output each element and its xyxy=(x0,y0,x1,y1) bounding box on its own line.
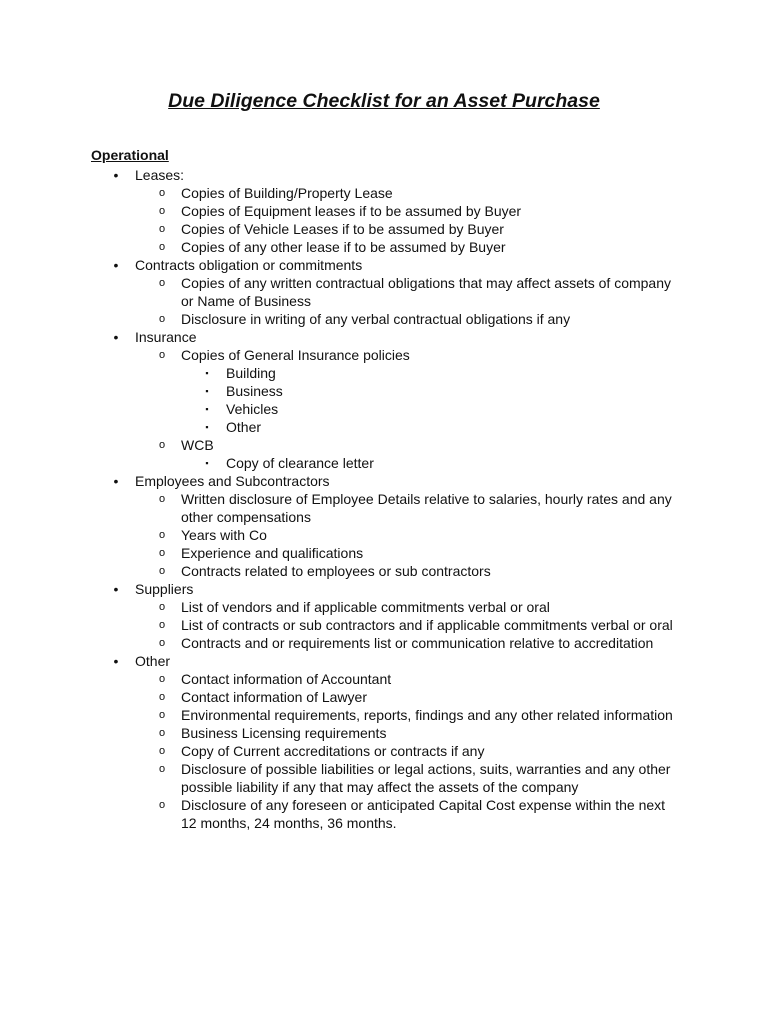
checklist-item xyxy=(0,652,768,670)
checklist-subitem xyxy=(0,310,768,328)
checklist-subsubitem-label: Business xyxy=(226,383,283,399)
checklist-item-label: Other xyxy=(135,653,171,669)
square-bullet-icon: ▪ xyxy=(205,458,209,468)
circle-bullet-icon: o xyxy=(158,745,166,757)
circle-bullet-icon: o xyxy=(158,313,166,325)
circle-bullet-icon: o xyxy=(158,529,166,541)
checklist-item xyxy=(0,166,768,184)
checklist-subitem-label: Contracts and or requirements list or communication relative to accreditation xyxy=(181,635,654,651)
checklist-item-label: Employees and Subcontractors xyxy=(135,473,330,489)
checklist-subitem-label: Copies of Vehicle Leases if to be assumed by Buyer xyxy=(181,221,504,237)
checklist-subitem-label: List of contracts or sub contractors and if applicable commitments verbal or oral xyxy=(181,617,673,633)
checklist-subitem xyxy=(0,184,768,202)
checklist-subitem xyxy=(0,490,768,526)
checklist-subitem-label: Business Licensing requirements xyxy=(181,725,387,741)
circle-bullet-icon: o xyxy=(158,439,166,451)
circle-bullet-icon: o xyxy=(158,547,166,559)
checklist-item xyxy=(0,256,768,274)
checklist xyxy=(0,166,768,832)
checklist-subitem-label: Copy of Current accreditations or contracts if any xyxy=(181,743,485,759)
checklist-item xyxy=(0,472,768,490)
circle-bullet-icon: o xyxy=(158,565,166,577)
checklist-item xyxy=(0,580,768,598)
checklist-subitem-label: Copies of any other lease if to be assumed by Buyer xyxy=(181,239,506,255)
circle-bullet-icon: o xyxy=(158,727,166,739)
checklist-subitem xyxy=(0,616,768,634)
checklist-subitem xyxy=(0,238,768,256)
circle-bullet-icon: o xyxy=(158,799,166,811)
square-bullet-icon: ▪ xyxy=(205,404,209,414)
square-bullet-icon: ▪ xyxy=(205,422,209,432)
checklist-item-label: Contracts obligation or commitments xyxy=(135,257,363,273)
circle-bullet-icon: o xyxy=(158,205,166,217)
section-heading-operational: Operational xyxy=(91,147,169,163)
circle-bullet-icon: o xyxy=(158,763,166,775)
checklist-subsubitem xyxy=(0,418,768,436)
bullet-icon: • xyxy=(113,329,119,345)
circle-bullet-icon: o xyxy=(158,673,166,685)
checklist-subitem-label: WCB xyxy=(181,437,214,453)
checklist-subsubitem-label: Vehicles xyxy=(226,401,279,417)
checklist-subitem xyxy=(0,706,768,724)
bullet-icon: • xyxy=(113,653,119,669)
checklist-subitem xyxy=(0,202,768,220)
circle-bullet-icon: o xyxy=(158,601,166,613)
checklist-item-label: Leases: xyxy=(135,167,185,183)
circle-bullet-icon: o xyxy=(158,709,166,721)
circle-bullet-icon: o xyxy=(158,493,166,505)
checklist-subsubitem-label: Building xyxy=(226,365,276,381)
circle-bullet-icon: o xyxy=(158,619,166,631)
checklist-subitem-label: Copies of Building/Property Lease xyxy=(181,185,393,201)
checklist-subitem xyxy=(0,544,768,562)
checklist-subitem-label: Copies of General Insurance policies xyxy=(181,347,410,363)
checklist-subitem xyxy=(0,634,768,652)
checklist-subsubitem-label: Other xyxy=(226,419,262,435)
checklist-subitem-label: Contact information of Accountant xyxy=(181,671,392,687)
bullet-icon: • xyxy=(113,473,119,489)
circle-bullet-icon: o xyxy=(158,691,166,703)
checklist-subitem-label: List of vendors and if applicable commitments verbal or oral xyxy=(181,599,550,615)
checklist-subitem-label: Copies of any written contractual obligations that may affect assets of company or Name of Business xyxy=(181,275,671,309)
checklist-subitem xyxy=(0,436,768,454)
checklist-subitem xyxy=(0,742,768,760)
bullet-icon: • xyxy=(113,257,119,273)
checklist-subitem-label: Copies of Equipment leases if to be assumed by Buyer xyxy=(181,203,522,219)
circle-bullet-icon: o xyxy=(158,223,166,235)
circle-bullet-icon: o xyxy=(158,637,166,649)
circle-bullet-icon: o xyxy=(158,277,166,289)
checklist-subitem-label: Environmental requirements, reports, findings and any other related information xyxy=(181,707,673,723)
circle-bullet-icon: o xyxy=(158,241,166,253)
checklist-subitem-label: Contact information of Lawyer xyxy=(181,689,367,705)
checklist-subsubitem-label: Copy of clearance letter xyxy=(226,455,374,471)
checklist-subsubitem xyxy=(0,382,768,400)
checklist-subitem xyxy=(0,724,768,742)
bullet-icon: • xyxy=(113,167,119,183)
checklist-subitem xyxy=(0,526,768,544)
checklist-subitem xyxy=(0,796,768,832)
checklist-subsubitem xyxy=(0,364,768,382)
square-bullet-icon: ▪ xyxy=(205,386,209,396)
checklist-subsubitem xyxy=(0,454,768,472)
checklist-subitem-label: Years with Co xyxy=(181,527,267,543)
checklist-subitem xyxy=(0,760,768,796)
square-bullet-icon: ▪ xyxy=(205,368,209,378)
checklist-subitem-label: Disclosure of possible liabilities or legal actions, suits, warranties and any other possible liability if any that may affect the assets of the company xyxy=(181,761,671,795)
checklist-subitem xyxy=(0,670,768,688)
checklist-item-label: Suppliers xyxy=(135,581,194,597)
checklist-subitem xyxy=(0,220,768,238)
checklist-subitem-label: Experience and qualifications xyxy=(181,545,364,561)
circle-bullet-icon: o xyxy=(158,349,166,361)
checklist-subitem xyxy=(0,346,768,364)
checklist-subitem xyxy=(0,598,768,616)
checklist-item-label: Insurance xyxy=(135,329,197,345)
checklist-subitem-label: Disclosure of any foreseen or anticipated Capital Cost expense within the next 12 months, 24 months, 36 months. xyxy=(181,797,666,831)
checklist-subitem xyxy=(0,688,768,706)
checklist-subitem-label: Contracts related to employees or sub contractors xyxy=(181,563,491,579)
checklist-subitem-label: Disclosure in writing of any verbal contractual obligations if any xyxy=(181,311,571,327)
checklist-subitem xyxy=(0,562,768,580)
bullet-icon: • xyxy=(113,581,119,597)
checklist-subsubitem xyxy=(0,400,768,418)
checklist-subitem-label: Written disclosure of Employee Details relative to salaries, hourly rates and any other compensations xyxy=(181,491,672,525)
checklist-item xyxy=(0,328,768,346)
circle-bullet-icon: o xyxy=(158,187,166,199)
checklist-subitem xyxy=(0,274,768,310)
document-title: Due Diligence Checklist for an Asset Purchase xyxy=(168,90,600,112)
